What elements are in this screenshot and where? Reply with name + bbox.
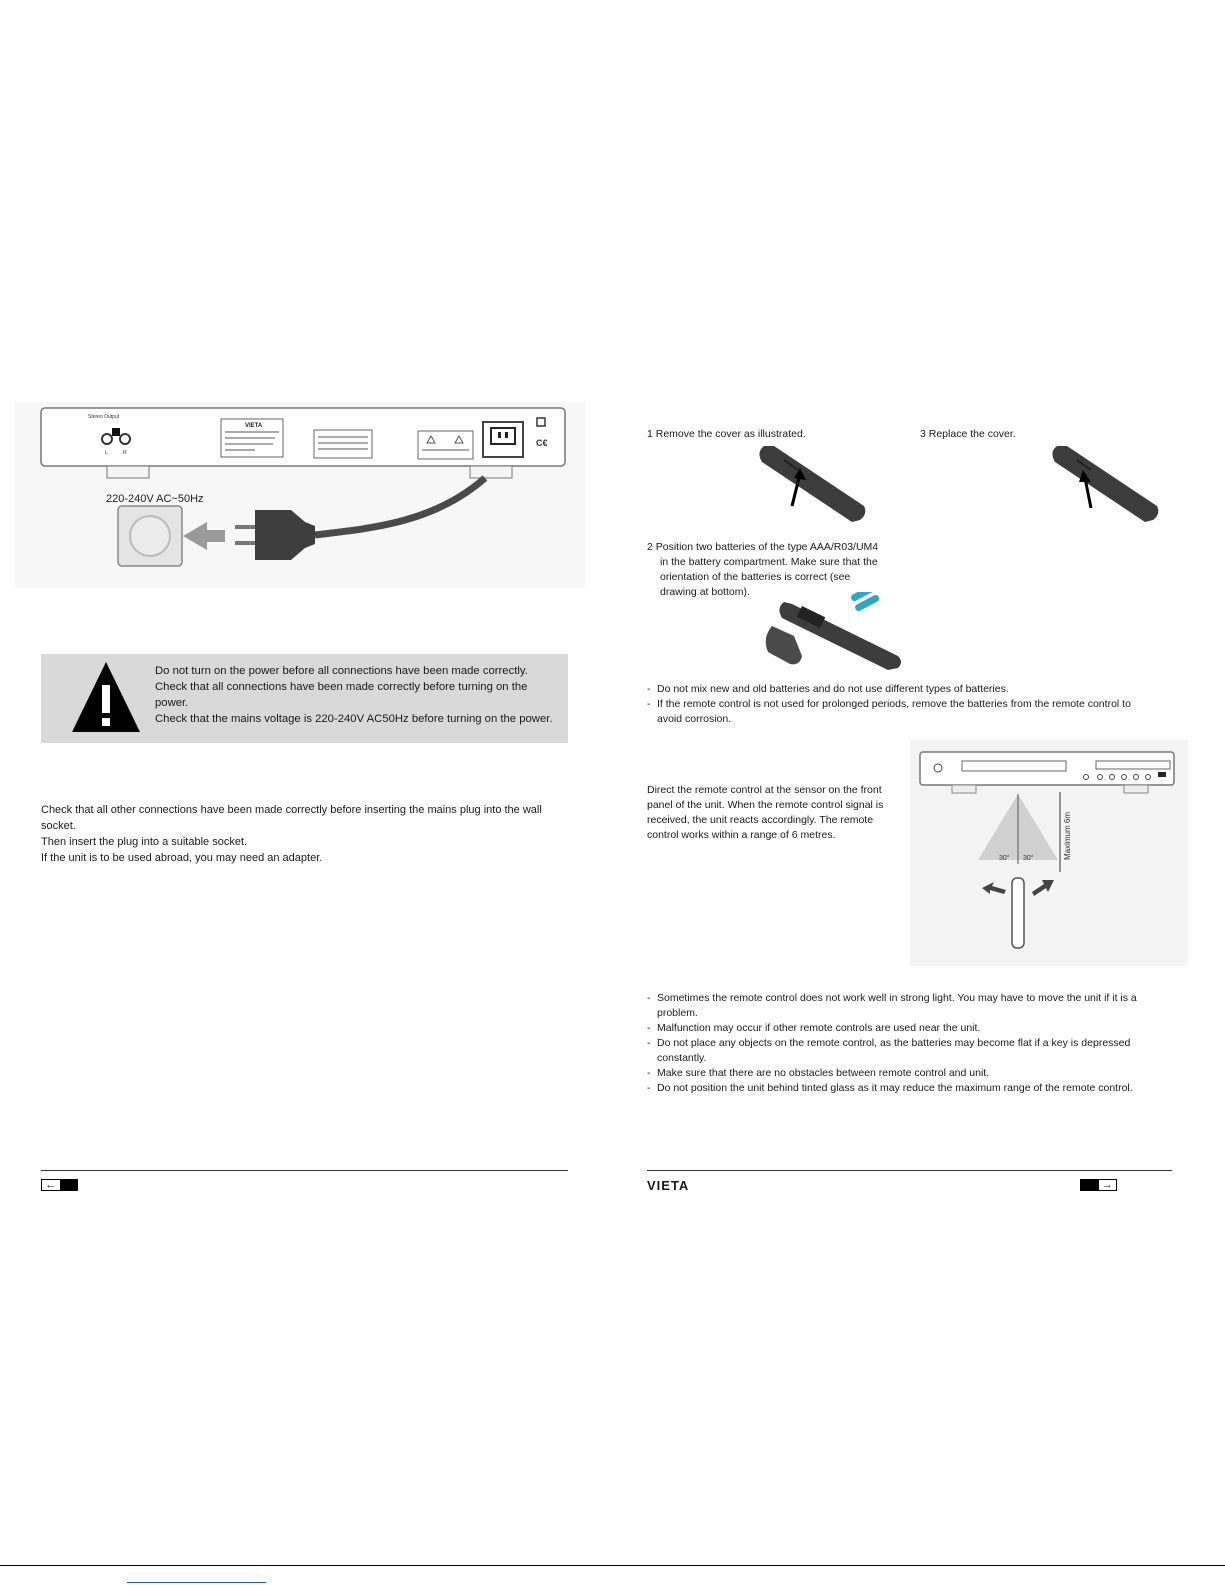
svg-text:C€: C€	[536, 438, 548, 448]
svg-text:R: R	[123, 450, 127, 456]
remote-notes: - Sometimes the remote control does not work well in strong light. You may have to move the unit if it is a problem. - Malfunction may occur if other remote controls are used near the unit. - Do not place any objects on the remote control, as the batteries may become flat if a key is depressed constantly. - Make sure that there are no obstacles between remote control and unit. - Do not position the unit behind tinted glass as it may reduce the maximum range of the remote control.	[647, 992, 1137, 1094]
remote-range-figure	[910, 740, 1188, 966]
svg-text:L: L	[105, 450, 108, 456]
body-line: Then insert the plug into a suitable socket.	[41, 836, 248, 848]
step-1-text: 1 Remove the cover as illustrated.	[647, 428, 806, 440]
body-line: If the unit is to be used abroad, you may need an adapter.	[41, 852, 323, 864]
rear-panel-connection-figure	[15, 402, 585, 588]
warning-line: Check that all connections have been made correctly before turning on the	[155, 681, 528, 693]
battery-insertion-figure	[762, 592, 908, 672]
footer-brand-logo: VIETA	[647, 1178, 690, 1193]
max-range-label: Maximum 6m	[1063, 811, 1072, 860]
battery-notes: - Do not mix new and old batteries and do not use different types of batteries. - If the remote control is not used for prolonged periods, remove the batteries from the remote control to avoid corrosion.	[647, 683, 1131, 725]
rear-panel-brand: VIETA	[245, 423, 263, 429]
stereo-output-label: Stereo Output	[88, 414, 120, 420]
svg-text:30°: 30°	[1023, 855, 1034, 862]
footer-link-underline[interactable]	[127, 1582, 266, 1583]
voltage-label: 220-240V AC~50Hz	[106, 493, 204, 505]
step-3-text: 3 Replace the cover.	[920, 428, 1016, 440]
remote-replace-cover-figure	[1045, 440, 1163, 525]
left-footer-rule	[41, 1170, 568, 1171]
left-arrow-icon: ←	[42, 1180, 60, 1190]
warning-line: Do not turn on the power before all connections have been made correctly.	[155, 665, 528, 677]
right-footer-rule	[647, 1170, 1172, 1171]
right-arrow-icon: →	[1099, 1180, 1117, 1190]
warning-triangle-icon	[70, 659, 142, 735]
next-page-button[interactable]	[1080, 1179, 1117, 1191]
warning-box	[41, 654, 568, 743]
body-line: socket.	[41, 820, 76, 832]
warning-line: Check that the mains voltage is 220-240V AC50Hz before turning on the power.	[155, 713, 553, 725]
remote-remove-cover-figure	[752, 440, 870, 525]
body-line: Check that all other connections have been made correctly before inserting the mains plug into the wall	[41, 804, 542, 816]
svg-text:30°: 30°	[999, 855, 1010, 862]
bottom-rule	[0, 1565, 1225, 1566]
sensor-instructions: Direct the remote control at the sensor on the front panel of the unit. When the remote control signal is received, the unit reacts accordingly. The remote control works within a range of 6 metres.	[647, 784, 884, 841]
prev-page-button[interactable]	[41, 1179, 78, 1191]
step-2-text: 2 Position two batteries of the type AAA/R03/UM4 in the battery compartment. Make sure that the orientation of the batteries is correct (see drawing at bottom).	[647, 541, 879, 598]
warning-line: power.	[155, 697, 189, 709]
connection-instructions	[41, 802, 571, 866]
